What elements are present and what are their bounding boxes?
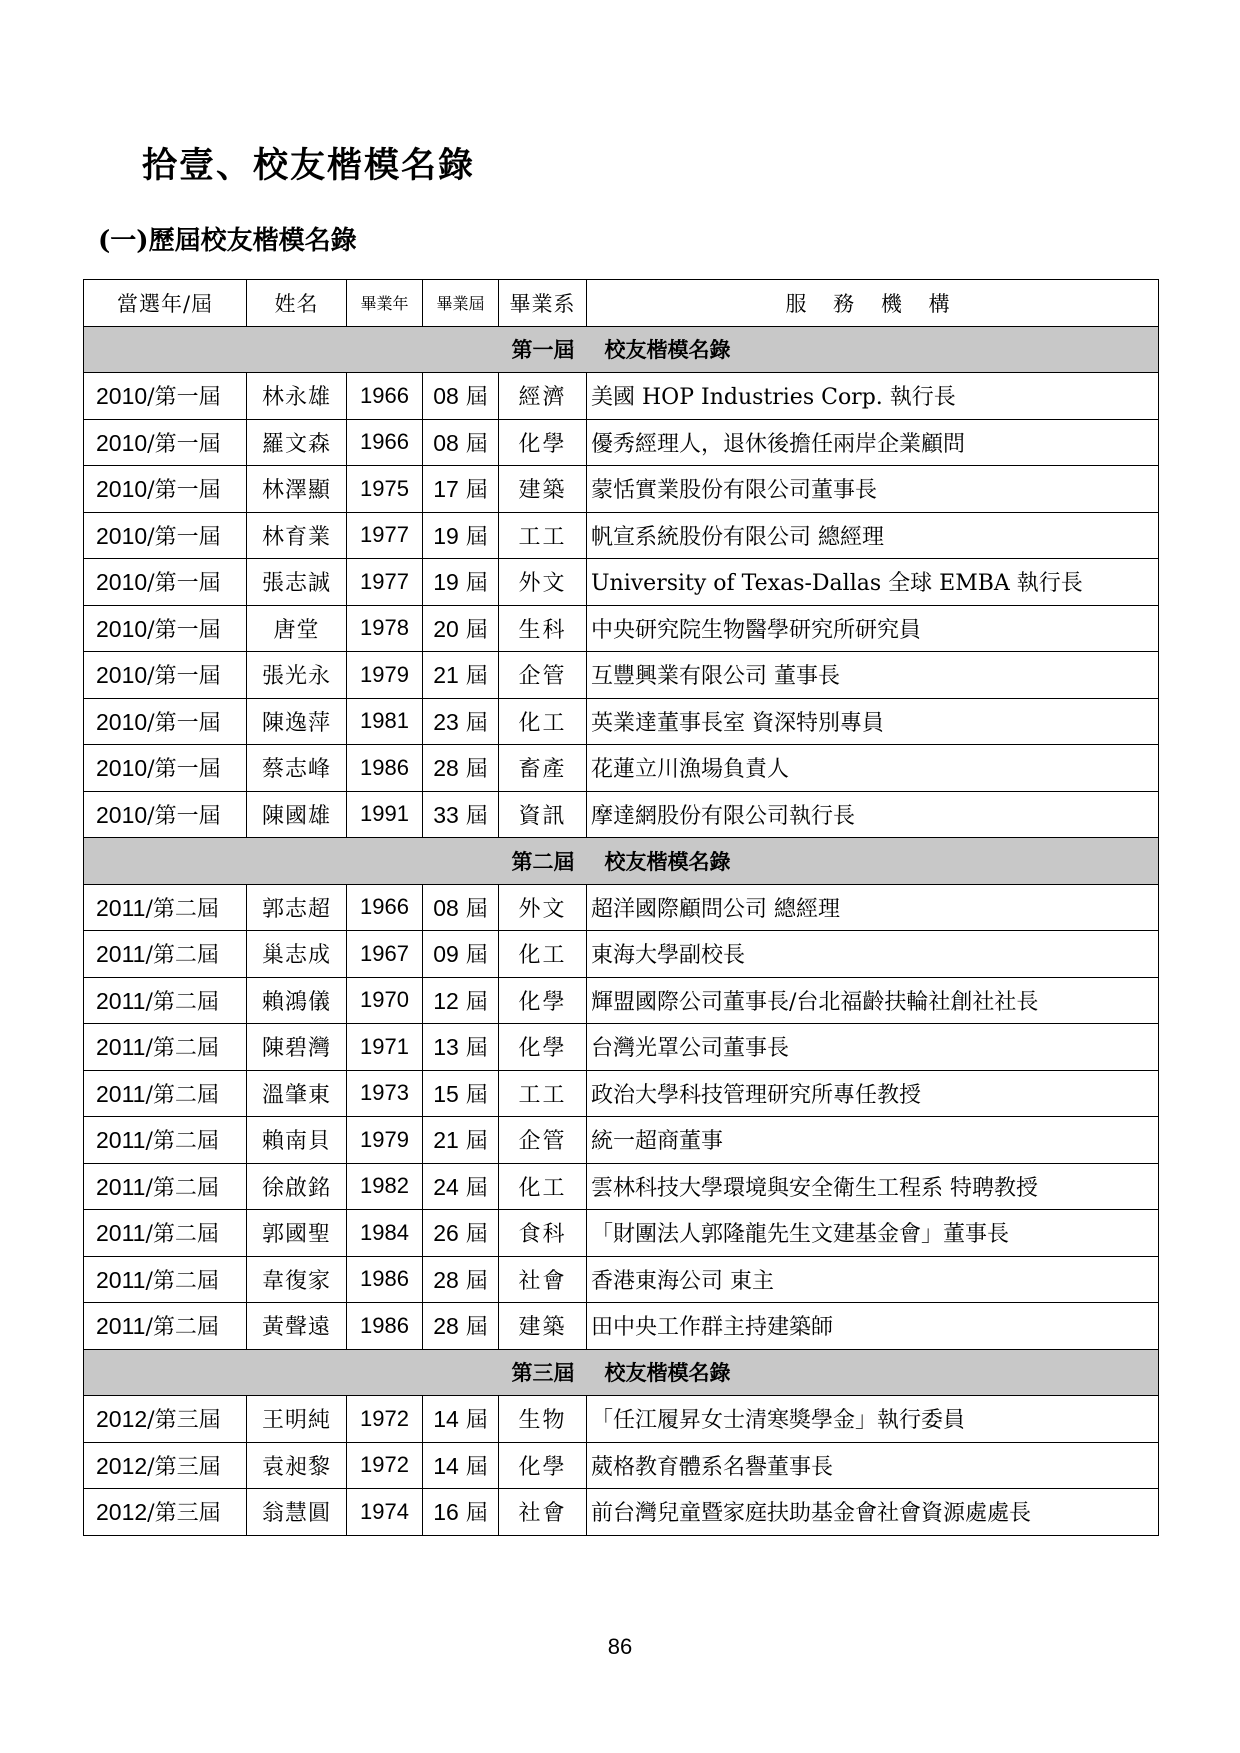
cell-grad-year: 1972 — [347, 1396, 423, 1443]
header-grad-class: 畢業屆 — [423, 280, 499, 327]
header-grad-year: 畢業年 — [347, 280, 423, 327]
cell-term — [84, 1117, 247, 1164]
cell-term — [84, 1070, 247, 1117]
cell-department: 企管 — [499, 1117, 587, 1164]
cell-term — [84, 884, 247, 931]
cell-department: 生科 — [499, 605, 587, 652]
cell-year: 2011 — [96, 1127, 146, 1154]
cell-class-number: 17 — [433, 476, 459, 503]
table-row — [84, 1117, 1159, 1164]
table-row — [84, 1024, 1159, 1071]
cell-class-suffix: 屆 — [458, 1315, 488, 1341]
cell-department: 企管 — [499, 652, 587, 699]
cell-grad-year: 1966 — [347, 373, 423, 420]
cell-name: 張光永 — [247, 652, 347, 699]
table-row — [84, 466, 1159, 513]
cell-class-suffix: 屆 — [458, 1454, 488, 1480]
cell-class-suffix: 屆 — [458, 1082, 488, 1108]
cell-term — [84, 1256, 247, 1303]
cell-term-label: /第二屆 — [145, 1175, 219, 1201]
cell-organization: 美國 HOP Industries Corp. 執行長 — [587, 373, 1159, 420]
cell-class-number: 19 — [433, 569, 459, 596]
cell-organization: 葳格教育體系名譽董事長 — [587, 1442, 1159, 1489]
cell-year: 2011 — [96, 1080, 146, 1107]
cell-year: 2010 — [96, 476, 148, 503]
cell-grad-class — [423, 373, 499, 420]
cell-term-label: /第一屆 — [147, 478, 221, 504]
cell-grad-class — [423, 419, 499, 466]
cell-class-suffix: 屆 — [458, 1408, 488, 1434]
cell-grad-year: 1973 — [347, 1070, 423, 1117]
cell-term — [84, 466, 247, 513]
cell-year: 2012 — [96, 1499, 148, 1526]
cell-term — [84, 1489, 247, 1536]
cell-grad-class — [423, 791, 499, 838]
cell-organization: 中央研究院生物醫學研究所研究員 — [587, 605, 1159, 652]
table-row — [84, 745, 1159, 792]
cell-name: 翁慧圓 — [247, 1489, 347, 1536]
header-term: 當選年/屆 — [84, 280, 247, 327]
cell-organization: 台灣光罩公司董事長 — [587, 1024, 1159, 1071]
cell-year: 2011 — [96, 1173, 146, 1200]
cell-class-suffix: 屆 — [458, 1175, 488, 1201]
table-row — [84, 373, 1159, 420]
cell-class-number: 20 — [433, 615, 459, 642]
cell-grad-year: 1978 — [347, 605, 423, 652]
table-row — [84, 559, 1159, 606]
cell-term — [84, 512, 247, 559]
cell-department: 化學 — [499, 977, 587, 1024]
cell-year: 2010 — [96, 383, 148, 410]
cell-name: 郭國聖 — [247, 1210, 347, 1257]
cell-grad-year: 1977 — [347, 512, 423, 559]
cell-name: 林澤顯 — [247, 466, 347, 513]
cell-department: 資訊 — [499, 791, 587, 838]
group-label: 第三屆 — [511, 1360, 575, 1386]
page-title: 拾壹、校友楷模名錄 — [142, 145, 476, 186]
cell-term-label: /第一屆 — [147, 385, 221, 411]
cell-class-number: 12 — [433, 987, 459, 1014]
table-row — [84, 1210, 1159, 1257]
cell-year: 2011 — [96, 941, 146, 968]
cell-department: 畜產 — [499, 745, 587, 792]
cell-class-suffix: 屆 — [458, 896, 488, 922]
cell-name: 陳逸萍 — [247, 698, 347, 745]
group-header — [84, 1349, 1159, 1396]
cell-year: 2010 — [96, 662, 148, 689]
cell-term-label: /第二屆 — [145, 1036, 219, 1062]
table-row — [84, 698, 1159, 745]
cell-term-label: /第一屆 — [147, 571, 221, 597]
group-label: 第一屆 — [511, 337, 575, 363]
cell-term — [84, 1210, 247, 1257]
cell-name: 張志誠 — [247, 559, 347, 606]
cell-department: 工工 — [499, 512, 587, 559]
cell-class-number: 26 — [433, 1220, 459, 1247]
cell-department: 生物 — [499, 1396, 587, 1443]
cell-department: 建築 — [499, 1303, 587, 1350]
cell-year: 2011 — [96, 1220, 146, 1247]
cell-class-suffix: 屆 — [458, 757, 488, 783]
cell-name: 陳國雄 — [247, 791, 347, 838]
cell-name: 林永雄 — [247, 373, 347, 420]
cell-organization: 花蓮立川漁場負責人 — [587, 745, 1159, 792]
cell-grad-year: 1986 — [347, 1303, 423, 1350]
cell-grad-class — [423, 931, 499, 978]
cell-term-label: /第一屆 — [147, 664, 221, 690]
cell-grad-class — [423, 1442, 499, 1489]
cell-year: 2010 — [96, 569, 148, 596]
cell-class-suffix: 屆 — [458, 1268, 488, 1294]
cell-class-number: 08 — [433, 894, 459, 921]
cell-class-number: 21 — [433, 1127, 459, 1154]
cell-term — [84, 745, 247, 792]
cell-grad-year: 1975 — [347, 466, 423, 513]
group-label: 第二屆 — [511, 848, 575, 874]
cell-term-label: /第一屆 — [147, 524, 221, 550]
table-row — [84, 931, 1159, 978]
cell-term — [84, 652, 247, 699]
cell-grad-year: 1984 — [347, 1210, 423, 1257]
cell-term — [84, 1024, 247, 1071]
cell-grad-year: 1966 — [347, 419, 423, 466]
cell-name: 韋復家 — [247, 1256, 347, 1303]
cell-term-label: /第二屆 — [145, 1082, 219, 1108]
cell-class-number: 16 — [433, 1499, 459, 1526]
cell-term — [84, 559, 247, 606]
cell-name: 徐啟銘 — [247, 1163, 347, 1210]
cell-term-label: /第三屆 — [147, 1454, 221, 1480]
cell-department: 工工 — [499, 1070, 587, 1117]
cell-class-number: 19 — [433, 522, 459, 549]
cell-grad-year: 1982 — [347, 1163, 423, 1210]
cell-organization: 雲林科技大學環境與安全衛生工程系 特聘教授 — [587, 1163, 1159, 1210]
cell-year: 2010 — [96, 708, 148, 735]
cell-grad-year: 1971 — [347, 1024, 423, 1071]
table-row — [84, 1163, 1159, 1210]
table-row — [84, 1256, 1159, 1303]
cell-grad-year: 1979 — [347, 652, 423, 699]
cell-class-suffix: 屆 — [458, 1129, 488, 1155]
cell-department: 經濟 — [499, 373, 587, 420]
cell-grad-class — [423, 652, 499, 699]
cell-grad-year: 1967 — [347, 931, 423, 978]
alumni-roster-table — [83, 279, 1159, 1536]
cell-grad-year: 1979 — [347, 1117, 423, 1164]
cell-term-label: /第二屆 — [145, 1129, 219, 1155]
cell-grad-class — [423, 466, 499, 513]
cell-grad-class — [423, 1210, 499, 1257]
cell-organization: 東海大學副校長 — [587, 931, 1159, 978]
cell-organization: 「財團法人郭隆龍先生文建基金會」董事長 — [587, 1210, 1159, 1257]
cell-name: 巢志成 — [247, 931, 347, 978]
section-title: (一)歷屆校友楷模名錄 — [98, 226, 357, 256]
cell-grad-class — [423, 605, 499, 652]
cell-year: 2011 — [96, 1266, 146, 1293]
cell-grad-class — [423, 745, 499, 792]
cell-term-label: /第三屆 — [147, 1408, 221, 1434]
cell-name: 林育業 — [247, 512, 347, 559]
cell-term-label: /第一屆 — [147, 757, 221, 783]
cell-grad-year: 1970 — [347, 977, 423, 1024]
cell-term-label: /第三屆 — [147, 1501, 221, 1527]
cell-term-label: /第一屆 — [147, 617, 221, 643]
cell-term — [84, 931, 247, 978]
cell-class-number: 13 — [433, 1034, 459, 1061]
cell-grad-class — [423, 1024, 499, 1071]
cell-year: 2010 — [96, 615, 148, 642]
cell-term-label: /第一屆 — [147, 803, 221, 829]
cell-grad-year: 1972 — [347, 1442, 423, 1489]
cell-department: 化工 — [499, 1163, 587, 1210]
cell-class-number: 28 — [433, 1266, 459, 1293]
cell-grad-year: 1977 — [347, 559, 423, 606]
cell-name: 唐堂 — [247, 605, 347, 652]
cell-class-number: 28 — [433, 1313, 459, 1340]
cell-year: 2011 — [96, 1313, 146, 1340]
table-body — [84, 326, 1159, 1535]
cell-term — [84, 605, 247, 652]
cell-class-suffix: 屆 — [458, 1222, 488, 1248]
cell-year: 2011 — [96, 987, 146, 1014]
cell-term-label: /第二屆 — [145, 896, 219, 922]
cell-class-suffix: 屆 — [458, 431, 488, 457]
cell-grad-class — [423, 512, 499, 559]
cell-grad-year: 1966 — [347, 884, 423, 931]
cell-grad-class — [423, 698, 499, 745]
group-title: 校友楷模名錄 — [604, 337, 731, 363]
cell-term-label: /第二屆 — [145, 1222, 219, 1248]
group-header-row — [84, 838, 1159, 885]
cell-organization: 輝盟國際公司董事長/台北福齡扶輪社創社社長 — [587, 977, 1159, 1024]
cell-term-label: /第一屆 — [147, 710, 221, 736]
cell-organization: 田中央工作群主持建築師 — [587, 1303, 1159, 1350]
cell-department: 社會 — [499, 1256, 587, 1303]
cell-organization: 優秀經理人，退休後擔任兩岸企業顧問 — [587, 419, 1159, 466]
cell-grad-class — [423, 977, 499, 1024]
cell-term-label: /第二屆 — [145, 989, 219, 1015]
cell-organization: 香港東海公司 東主 — [587, 1256, 1159, 1303]
cell-organization: University of Texas-Dallas 全球 EMBA 執行長 — [587, 559, 1159, 606]
cell-class-number: 09 — [433, 941, 459, 968]
cell-grad-year: 1986 — [347, 745, 423, 792]
header-department: 畢業系 — [499, 280, 587, 327]
cell-department: 社會 — [499, 1489, 587, 1536]
cell-year: 2012 — [96, 1452, 148, 1479]
cell-class-suffix: 屆 — [458, 943, 488, 969]
cell-class-number: 28 — [433, 755, 459, 782]
cell-grad-year: 1986 — [347, 1256, 423, 1303]
header-name: 姓名 — [247, 280, 347, 327]
header-organization: 服 務 機 構 — [587, 280, 1159, 327]
group-header — [84, 838, 1159, 885]
table-row — [84, 791, 1159, 838]
group-header-row — [84, 1349, 1159, 1396]
cell-name: 陳碧灣 — [247, 1024, 347, 1071]
cell-class-number: 08 — [433, 383, 459, 410]
cell-class-suffix: 屆 — [458, 989, 488, 1015]
table-row — [84, 1442, 1159, 1489]
cell-organization: 帆宣系統股份有限公司 總經理 — [587, 512, 1159, 559]
cell-year: 2010 — [96, 801, 148, 828]
cell-organization: 統一超商董事 — [587, 1117, 1159, 1164]
cell-term — [84, 373, 247, 420]
cell-class-number: 08 — [433, 429, 459, 456]
cell-organization: 「任江履昇女士清寒獎學金」執行委員 — [587, 1396, 1159, 1443]
cell-department: 化學 — [499, 1442, 587, 1489]
cell-grad-year: 1981 — [347, 698, 423, 745]
table-row — [84, 977, 1159, 1024]
cell-class-suffix: 屆 — [458, 1501, 488, 1527]
table-header-row — [84, 280, 1159, 327]
cell-grad-year: 1991 — [347, 791, 423, 838]
cell-class-suffix: 屆 — [458, 478, 488, 504]
cell-class-suffix: 屆 — [458, 803, 488, 829]
cell-name: 溫肇東 — [247, 1070, 347, 1117]
cell-grad-class — [423, 559, 499, 606]
table-row — [84, 605, 1159, 652]
cell-term-label: /第二屆 — [145, 943, 219, 969]
cell-year: 2010 — [96, 429, 148, 456]
cell-department: 建築 — [499, 466, 587, 513]
cell-department: 外文 — [499, 559, 587, 606]
cell-year: 2011 — [96, 894, 146, 921]
cell-name: 賴南貝 — [247, 1117, 347, 1164]
cell-organization: 互豐興業有限公司 董事長 — [587, 652, 1159, 699]
cell-name: 黃聲遠 — [247, 1303, 347, 1350]
cell-class-number: 15 — [433, 1080, 459, 1107]
cell-grad-class — [423, 1489, 499, 1536]
table-row — [84, 1489, 1159, 1536]
cell-class-number: 23 — [433, 708, 459, 735]
cell-term — [84, 1442, 247, 1489]
cell-department: 化學 — [499, 419, 587, 466]
cell-name: 羅文森 — [247, 419, 347, 466]
cell-year: 2010 — [96, 755, 148, 782]
cell-term — [84, 791, 247, 838]
cell-class-number: 33 — [433, 801, 459, 828]
table-row — [84, 419, 1159, 466]
cell-class-suffix: 屆 — [458, 571, 488, 597]
cell-term — [84, 977, 247, 1024]
group-title: 校友楷模名錄 — [604, 1360, 731, 1386]
cell-year: 2010 — [96, 522, 148, 549]
cell-department: 食科 — [499, 1210, 587, 1257]
cell-grad-class — [423, 1117, 499, 1164]
cell-name: 賴鴻儀 — [247, 977, 347, 1024]
cell-class-suffix: 屆 — [458, 710, 488, 736]
table-row — [84, 1396, 1159, 1443]
cell-grad-class — [423, 1256, 499, 1303]
cell-grad-class — [423, 1163, 499, 1210]
cell-class-number: 14 — [433, 1452, 459, 1479]
page-number: 86 — [607, 1634, 633, 1659]
table-row — [84, 1303, 1159, 1350]
cell-class-suffix: 屆 — [458, 664, 488, 690]
cell-grad-year: 1974 — [347, 1489, 423, 1536]
cell-class-number: 14 — [433, 1406, 459, 1433]
group-title: 校友楷模名錄 — [604, 848, 731, 874]
cell-class-number: 21 — [433, 662, 459, 689]
cell-term-label: /第二屆 — [145, 1315, 219, 1341]
cell-organization: 前台灣兒童暨家庭扶助基金會社會資源處處長 — [587, 1489, 1159, 1536]
cell-term — [84, 419, 247, 466]
cell-term-label: /第一屆 — [147, 431, 221, 457]
group-header — [84, 326, 1159, 373]
cell-organization: 蒙恬實業股份有限公司董事長 — [587, 466, 1159, 513]
table-row — [84, 512, 1159, 559]
cell-name: 郭志超 — [247, 884, 347, 931]
cell-class-suffix: 屆 — [458, 524, 488, 550]
cell-department: 化學 — [499, 1024, 587, 1071]
table-row — [84, 1070, 1159, 1117]
cell-department: 化工 — [499, 931, 587, 978]
cell-grad-class — [423, 1396, 499, 1443]
group-header-row — [84, 326, 1159, 373]
cell-term — [84, 1396, 247, 1443]
cell-grad-class — [423, 1070, 499, 1117]
cell-department: 化工 — [499, 698, 587, 745]
cell-class-suffix: 屆 — [458, 617, 488, 643]
cell-name: 蔡志峰 — [247, 745, 347, 792]
cell-department: 外文 — [499, 884, 587, 931]
cell-class-suffix: 屆 — [458, 385, 488, 411]
cell-term-label: /第二屆 — [145, 1268, 219, 1294]
cell-organization: 超洋國際顧問公司 總經理 — [587, 884, 1159, 931]
cell-class-suffix: 屆 — [458, 1036, 488, 1062]
cell-year: 2011 — [96, 1034, 146, 1061]
cell-term — [84, 1163, 247, 1210]
cell-term — [84, 1303, 247, 1350]
cell-organization: 政治大學科技管理研究所專任教授 — [587, 1070, 1159, 1117]
cell-grad-class — [423, 1303, 499, 1350]
cell-term — [84, 698, 247, 745]
cell-name: 王明純 — [247, 1396, 347, 1443]
cell-year: 2012 — [96, 1406, 148, 1433]
cell-class-number: 24 — [433, 1173, 459, 1200]
cell-organization: 摩達網股份有限公司執行長 — [587, 791, 1159, 838]
cell-grad-class — [423, 884, 499, 931]
table-row — [84, 652, 1159, 699]
cell-name: 袁昶黎 — [247, 1442, 347, 1489]
table-row — [84, 884, 1159, 931]
cell-organization: 英業達董事長室 資深特別專員 — [587, 698, 1159, 745]
